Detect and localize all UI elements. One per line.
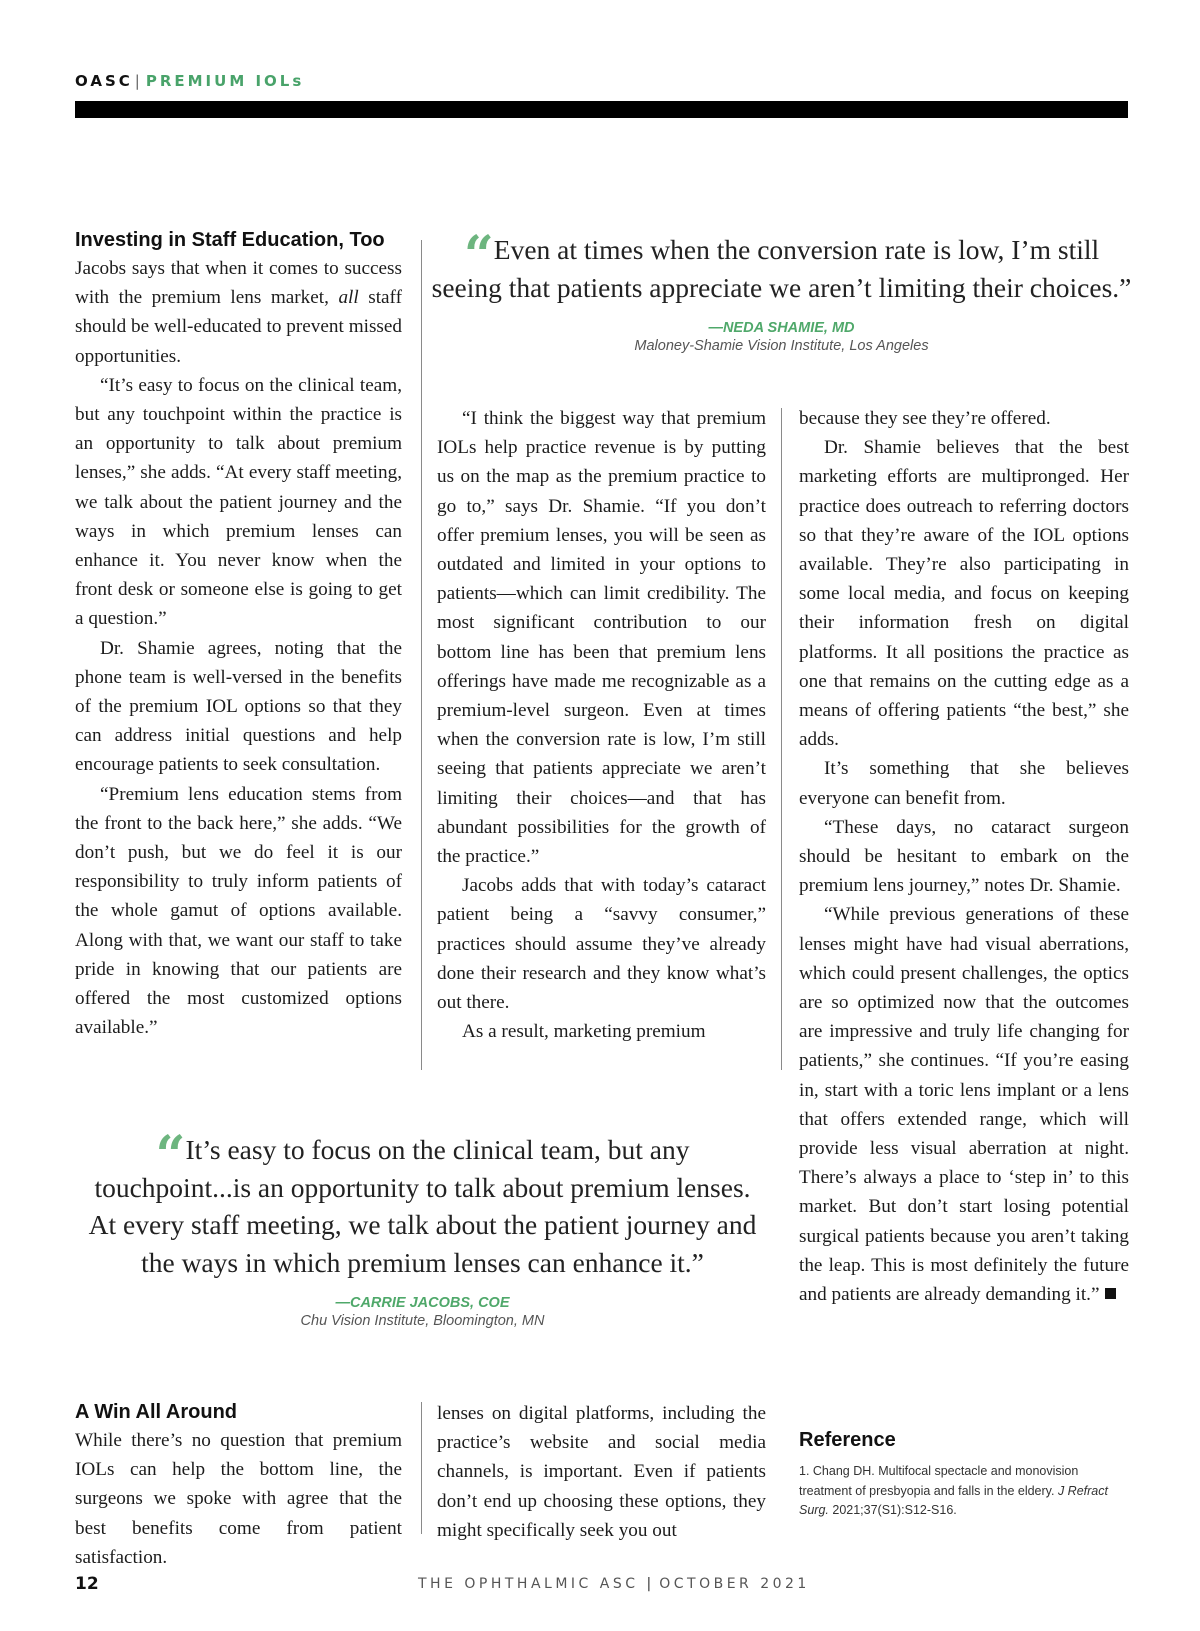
paragraph: “It’s easy to focus on the clinical team, but any touchpoint within the practice is an opportunity to talk about premium lenses,” she adds. “At every staff meeting, we talk about the patient journey and the ways in which premium lenses can enhance it. You never know when the front desk or someone else is going to get a question.” [75,374,402,630]
paragraph: Dr. Shamie believes that the best marketing efforts are multipronged. Her practice does outreach to referring doctors so that they’re aware of the IOL options available. They’re also participating in some local media, and focus on keeping their information fresh on digital platforms. It all positions the practice as one that remains on the cutting edge as a means of offering patients “the best,” she adds. [799,437,1129,751]
paragraph: As a result, marketing premium [462,1021,706,1043]
footer-publication: THE OPHTHALMIC ASC | OCTOBER 2021 [418,1576,810,1592]
quote-attribution-institution: Maloney-Shamie Vision Institute, Los Angeles [634,338,929,354]
paragraph: “While previous generations of these lenses might have had visual aberrations, which could present challenges, the optics are so optimized now that the outcomes are impressive and truly life changing for patients,” she continues. “If you’re easing in, start with a toric lens implant or a lens that offers extended range, which will provide less visual aberration at night. There’s always a place to ‘step in’ to this market. But don’t start losing potential surgical patients because you aren’t taking the leap. This is most definitely the future and patients are already demanding it.” [799,904,1129,1306]
pull-quote-jacobs [80,1125,765,1329]
section-heading: A Win All Around [75,1401,238,1423]
body-text [75,254,402,1042]
paragraph: Dr. Shamie agrees, noting that the phone team is well-versed in the benefits of the premium IOL options so that they can address initial questions and help encourage patients to seek consultation. [75,637,402,776]
column-divider [421,1402,422,1534]
pull-quote-text: “ Even at times when the conversion rate is low, I’m still seeing that patients appreciate we aren’t limiting their choices.” [431,225,1132,303]
pull-quote-shamie [430,225,1133,354]
header-rule [75,101,1128,118]
body-column-2 [437,404,766,1046]
column-divider [421,240,422,1070]
section-heading: Investing in Staff Education, Too [75,229,385,251]
end-mark-icon [1105,1288,1116,1299]
quote-mark-icon: “ [155,1125,180,1186]
quote-attribution-name: —CARRIE JACOBS, COE [335,1295,510,1311]
win-section [75,1398,402,1572]
paragraph: “I think the biggest way that premium IOLs help practice revenue is by putting us on the map as the premium practice to go to,” says Dr. Shamie. “If you don’t offer premium lenses, you will be seen as outdated and limited in your options to patients—which can limit credibility. The most significant contribution to our bottom line has been that premium lens offerings have made me recognizable as a premium-level surgeon. Even at times when the conversion rate is low, I’m still seeing that patients appreciate we aren’t limiting their choices—and that has abundant possibilities for the growth of the practice.” [437,408,766,868]
paragraph: lenses on digital platforms, including the practice’s website and social media channels, is important. Even if patients don’t end up choosing these options, they might specifically seek you out [437,1403,766,1541]
page-number: 12 [75,1574,99,1594]
paragraph: “Premium lens education stems from the front to the back here,” she adds. “We don’t push, but we do feel it is our responsibility to truly inform patients of the whole gamut of options available. Along with that, we want our staff to take pride in knowing that our patients are offered the most customized options available.” [75,783,402,1039]
reference-heading: Reference [799,1429,896,1451]
pull-quote-text: “ It’s easy to focus on the clinical team, but any touchpoint...is an opportunity to talk about premium lenses. At every staff meeting, we talk about the patient journey and the ways in which premium lenses can enhance it.” [88,1125,757,1278]
paragraph: Jacobs says that when it comes to success with the premium lens market, all staff should be well-educated to prevent missed opportunities. [75,258,402,367]
header-brand: OASC [75,72,133,90]
body-column-2-bottom [437,1399,766,1545]
publication-name: THE OPHTHALMIC ASC [418,1576,639,1592]
column-divider [781,408,782,1070]
body-column-3 [799,404,1129,1309]
paragraph: It’s something that she believes everyone can benefit from. [799,758,1129,809]
quote-attribution-institution: Chu Vision Institute, Bloomington, MN [300,1313,545,1329]
paragraph: While there’s no question that premium IOLs can help the bottom line, the surgeons we spoke with agree that the best benefits come from patient satisfaction. [75,1430,402,1568]
staff-education-section [75,226,402,1042]
paragraph: because they see they’re offered. [799,408,1051,429]
paragraph: Jacobs adds that with today’s cataract patient being a “savvy consumer,” practices should assume they’ve already done their research and they know what’s out there. [437,875,766,1014]
quote-attribution-name: —NEDA SHAMIE, MD [708,320,855,336]
running-header: OASC | PREMIUM IOLs [75,72,305,90]
reference-citation: 1. Chang DH. Multifocal spectacle and monovision treatment of presbyopia and falls in the eldery. J Refract Surg. 2021;37(S1):S12-S16. [799,1464,1108,1517]
paragraph: “These days, no cataract surgeon should be hesitant to embark on the premium lens journey,” notes Dr. Shamie. [799,816,1129,897]
issue-date: OCTOBER 2021 [659,1576,810,1592]
reference-section [799,1426,1119,1521]
quote-mark-icon: “ [463,225,488,286]
header-section: PREMIUM IOLs [145,72,305,90]
